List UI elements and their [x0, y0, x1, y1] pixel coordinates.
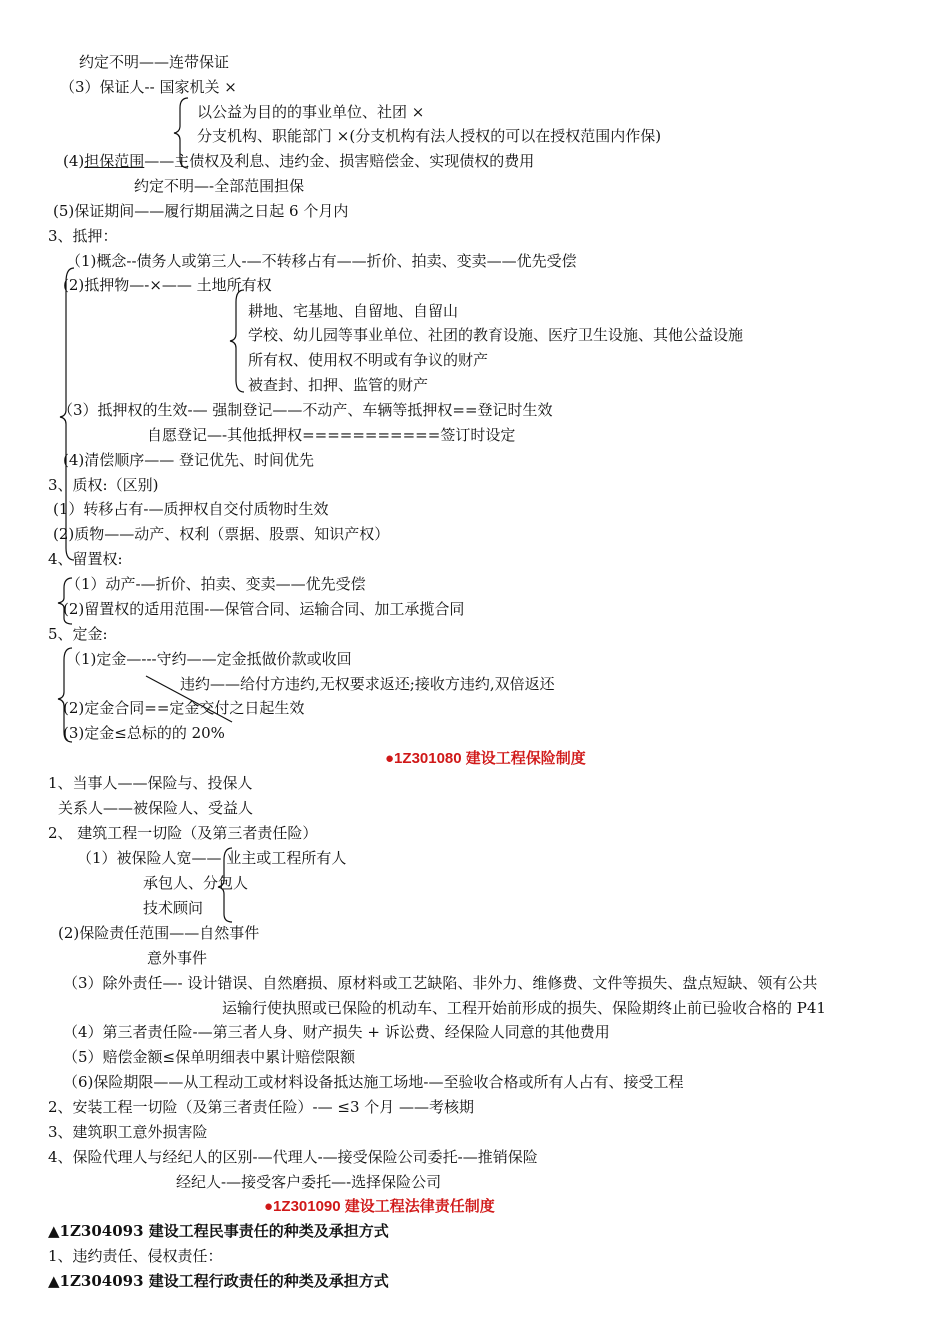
text-line: (3)定金≤总标的的 20% [63, 724, 225, 742]
section-heading: 2、安装工程一切险（及第三者责任险）-— ≤3 个月 ——考核期 [48, 1098, 475, 1116]
text-line: 所有权、使用权不明或有争议的财产 [248, 351, 489, 369]
text-line: （1)定金—---守约——定金抵做价款或收回 [66, 650, 352, 668]
text-fragment: ——主债权及利息、违约金、损害赔偿金、实现债权的费用 [144, 152, 535, 170]
text-line: 学校、幼儿园等事业单位、社团的教育设施、医疗卫生设施、其他公益设施 [248, 326, 744, 344]
text-line: 关系人——被保险人、受益人 [58, 799, 254, 817]
text-line: （3）抵押权的生效-— 强制登记——不动产、车辆等抵押权==登记时生效 [58, 401, 553, 419]
curly-brace [230, 290, 244, 392]
text-line: 被查封、扣押、监管的财产 [248, 376, 429, 394]
text-line [63, 154, 534, 169]
section-heading: 3、质权:（区别) [48, 476, 159, 494]
section-heading: 2、 建筑工程一切险（及第三者责任险） [48, 824, 318, 842]
text-line: 意外事件 [147, 949, 208, 967]
section-heading: 4、保险代理人与经纪人的区别-—代理人-—接受保险公司委托-—推销保险 [48, 1148, 538, 1166]
text-line: （3）保证人-- 国家机关 × [60, 78, 237, 96]
text-line: （1)概念--债务人或第三人-—不转移占有——折价、拍卖、变卖——优先受偿 [66, 252, 577, 270]
text-line: （4）第三者责任险-—第三者人身、财产损失 + 诉讼费、经保险人同意的其他费用 [63, 1023, 610, 1041]
text-line: 违约——给付方违约,无权要求返还;接收方违约,双倍返还 [180, 675, 555, 693]
subsection-heading: ▲1Z304093 建设工程行政责任的种类及承担方式 [48, 1272, 389, 1290]
text-line: (5)保证期间——履行期届满之日起 6 个月内 [53, 202, 349, 220]
text-line: 1、当事人——保险与、投保人 [48, 774, 253, 792]
text-line: 运输行使执照或已保险的机动车、工程开始前形成的损失、保险期终止前已验收合格的 P41 [222, 999, 826, 1017]
text-fragment: (4) [63, 152, 85, 170]
text-line: （1）被保险人宽—— 业主或工程所有人 [77, 849, 347, 867]
text-line: 技术顾问 [143, 899, 204, 917]
text-line: 以公益为目的的事业单位、社团 × [197, 103, 425, 121]
underlined-term: 担保范围 [84, 152, 145, 170]
chapter-heading: ●1Z301090 建设工程法律责任制度 [264, 1198, 495, 1215]
text-line: 耕地、宅基地、自留地、自留山 [248, 302, 459, 320]
text-line: 1、违约责任、侵权责任： [48, 1247, 223, 1265]
text-line: (2)留置权的适用范围-—保管合同、运输合同、加工承揽合同 [63, 600, 465, 618]
text-line: (1）转移占有-—质押权自交付质物时生效 [53, 500, 329, 518]
subsection-heading: ▲1Z304093 建设工程民事责任的种类及承担方式 [48, 1222, 389, 1240]
text-line: （5）赔偿金额≤保单明细表中累计赔偿限额 [63, 1048, 356, 1066]
section-heading: 3、建筑职工意外损害险 [48, 1123, 208, 1141]
text-line: （6)保险期限——从工程动工或材料设备抵达施工场地-—至验收合格或所有人占有、接受工程 [63, 1073, 684, 1091]
section-heading: 4、留置权: [48, 550, 123, 568]
text-line: 经纪人-—接受客户委托—-选择保险公司 [176, 1173, 442, 1191]
text-line: (2)质物——动产、权利（票据、股票、知识产权） [53, 525, 390, 543]
section-heading: 3、抵押： [48, 227, 118, 245]
text-line: (2)定金合同==定金交付之日起生效 [63, 699, 305, 717]
text-line: 约定不明—-全部范围担保 [134, 177, 305, 195]
text-line: (4)清偿顺序—— 登记优先、时间优先 [63, 451, 315, 469]
section-heading: 5、定金: [48, 625, 108, 643]
text-line: 分支机构、职能部门 ×(分支机构有法人授权的可以在授权范围内作保) [197, 127, 662, 145]
text-line: 约定不明——连带保证 [79, 53, 230, 71]
text-line: (2)保险责任范围——自然事件 [58, 924, 260, 942]
text-line: （1）动产-—折价、拍卖、变卖——优先受偿 [66, 575, 366, 593]
text-line: 自愿登记—-其他抵押权===========签订时设定 [147, 426, 516, 444]
text-line: （3）除外责任—- 设计错误、自然磨损、原材料或工艺缺陷、非外力、维修费、文件等损失、盘点短缺、领有公共 [63, 974, 818, 992]
text-line: (2)抵押物—-×—— 土地所有权 [63, 276, 272, 294]
text-line: 承包人、分包人 [143, 874, 249, 892]
chapter-heading: ●1Z301080 建设工程保险制度 [385, 750, 586, 767]
